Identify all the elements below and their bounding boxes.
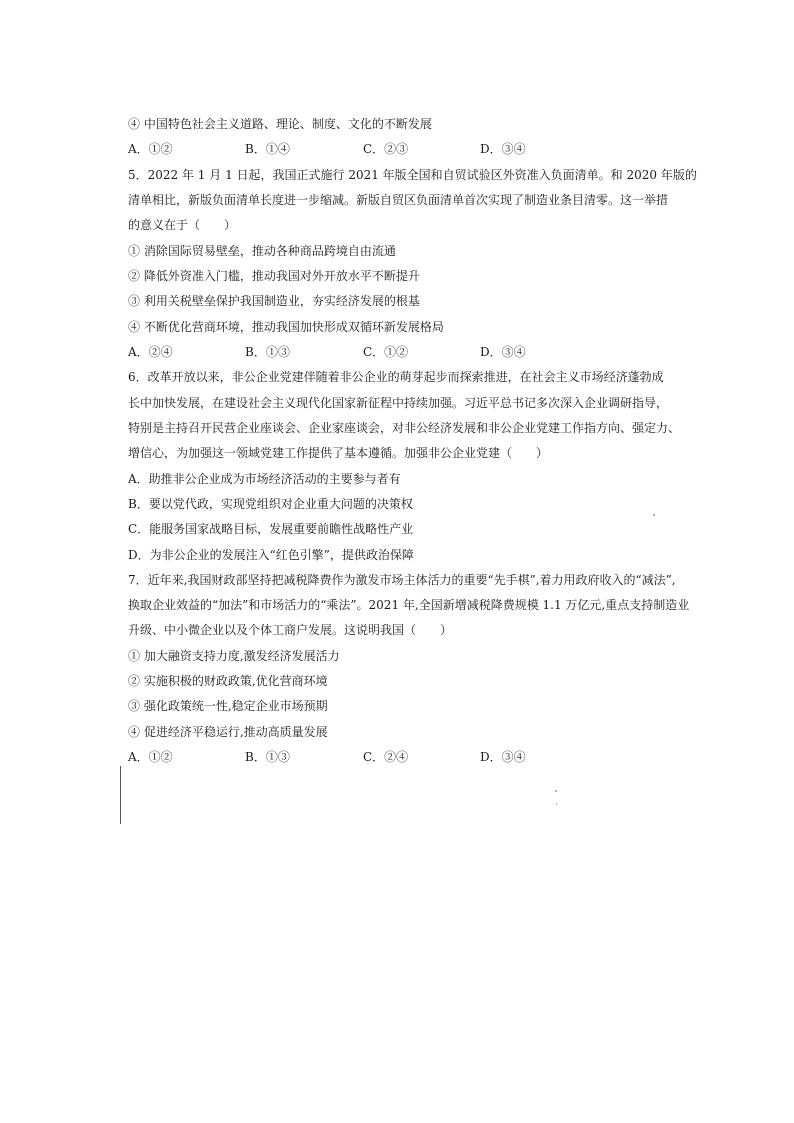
q5-stem-line-2: 清单相比，新版负面清单长度进一步缩减。新版自贸区负面清单首次实现了制造业条目清零。这一举措 [128, 193, 669, 207]
q7-option-b[interactable]: B．①③ [245, 750, 290, 764]
scan-speck [556, 803, 557, 805]
q6-stem-line-4: 增信心，为加强这一领域党建工作提供了基本遵循。加强非公企业党建（ ） [128, 446, 549, 460]
q7-option-d[interactable]: D．③④ [480, 750, 526, 764]
q7-option-a[interactable]: A．①② [128, 750, 173, 764]
q7-statement-4: ④ 促进经济平稳运行,推动高质量发展 [128, 725, 328, 739]
q5-stem-line-3: 的意义在于（ ） [128, 218, 237, 232]
q5-option-b[interactable]: B．①③ [245, 345, 290, 359]
q7-stem-line-3: 升级、中小微企业以及个体工商户发展。这说明我国（ ） [128, 623, 453, 637]
q6-stem-line-3: 特别是主持召开民营企业座谈会、企业家座谈会，对非公经济发展和非公企业党建工作指方向、强定力、 [128, 421, 681, 435]
q4-option-b[interactable]: B．①④ [245, 142, 290, 156]
q5-option-a[interactable]: A．②④ [128, 345, 173, 359]
q7-option-c[interactable]: C．②④ [363, 750, 409, 764]
scan-artifact-line [120, 766, 121, 824]
q7-statement-3: ③ 强化政策统一性,稳定企业市场预期 [128, 699, 328, 713]
q7-options [128, 749, 608, 765]
q7-stem-line-1: 7．近年来,我国财政部坚持把减税降费作为激发市场主体活力的重要“先手棋”,着力用政府收入的“减法”, [128, 573, 676, 587]
q5-stem-line-1: 5．2022 年 1 月 1 日起，我国正式施行 2021 年版全国和自贸试验区外资准入负面清单。和 2020 年版的 [128, 168, 697, 182]
q5-option-d[interactable]: D．③④ [480, 345, 526, 359]
q7-statement-2: ② 实施积极的财政政策,优化营商环境 [128, 674, 328, 688]
q4-option-c[interactable]: C．②③ [363, 142, 409, 156]
scan-speck [555, 790, 557, 792]
q6-stem-line-1: 6．改革开放以来，非公企业党建伴随着非公企业的萌芽起步而探索推进，在社会主义市场经济蓬勃成 [128, 370, 664, 384]
q5-option-c[interactable]: C．①② [363, 345, 409, 359]
q7-stem-line-2: 换取企业效益的“加法”和市场活力的“乘法”。2021 年,全国新增减税降费规模 1.1 万亿元,重点支持制造业 [128, 598, 690, 612]
q5-statement-4: ④ 不断优化营商环境，推动我国加快形成双循环新发展格局 [128, 320, 444, 334]
q6-choice-a[interactable]: A．助推非公企业成为市场经济活动的主要参与者有 [128, 472, 401, 486]
q5-options [128, 344, 608, 360]
q5-statement-3: ③ 利用关税壁垒保护我国制造业，夯实经济发展的根基 [128, 294, 420, 308]
q6-choice-b[interactable]: B．要以党代政，实现党组织对企业重大问题的决策权 [128, 497, 413, 511]
q5-statement-2: ② 降低外资准入门槛，推动我国对外开放水平不断提升 [128, 269, 420, 283]
q6-choice-d[interactable]: D．为非公企业的发展注入“红色引擎”，提供政治保障 [128, 548, 414, 562]
q4-option-a[interactable]: A．①② [128, 142, 173, 156]
scan-speck [653, 514, 655, 516]
q6-stem-line-2: 长中加快发展，在建设社会主义现代化国家新征程中持续加强。习近平总书记多次深入企业调研指导， [128, 396, 669, 410]
q7-statement-1: ① 加大融资支持力度,激发经济发展活力 [128, 649, 340, 663]
q5-statement-1: ① 消除国际贸易壁垒，推动各种商品跨境自由流通 [128, 244, 396, 258]
q6-choice-c[interactable]: C．能服务国家战略目标，发展重要前瞻性战略性产业 [128, 522, 414, 536]
q4-options [128, 141, 608, 157]
q4-statement-4: ④ 中国特色社会主义道路、理论、制度、文化的不断发展 [128, 117, 432, 131]
q4-option-d[interactable]: D．③④ [480, 142, 526, 156]
